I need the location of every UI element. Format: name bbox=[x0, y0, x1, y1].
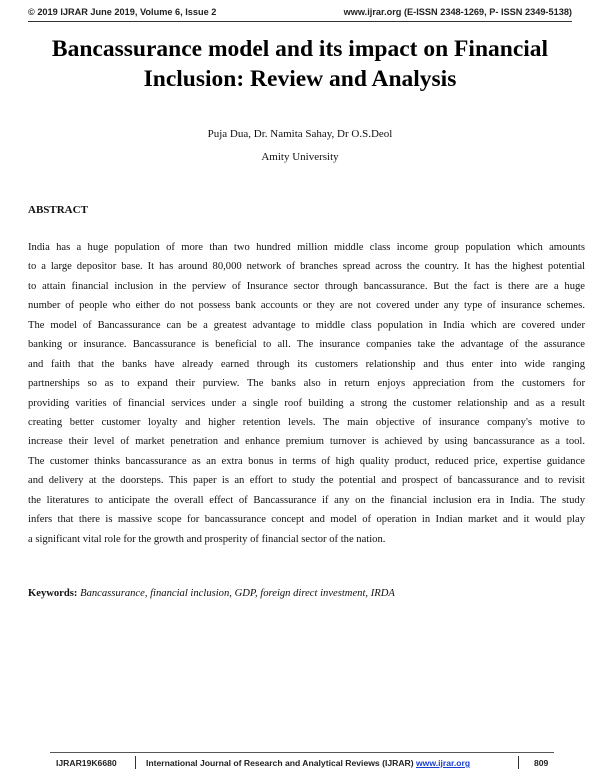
paper-id: IJRAR19K6680 bbox=[56, 758, 117, 768]
abstract-line: the literatures to anticipate the overall effect of Bancassurance if any on the financial inclusion era in India. The study bbox=[28, 494, 585, 506]
header-issn: www.ijrar.org (E-ISSN 2348-1269, P- ISSN 2349-5138) bbox=[343, 7, 572, 17]
journal-name: International Journal of Research and Analytical Reviews (IJRAR) bbox=[146, 758, 414, 768]
keywords bbox=[28, 588, 395, 599]
abstract-line: and faith that the banks have already earned through its customers relationship and thus enter into wide ranging bbox=[28, 358, 585, 370]
footer-divider bbox=[50, 752, 554, 753]
header-divider bbox=[28, 21, 572, 22]
title-line-2: Inclusion: Review and Analysis bbox=[143, 66, 457, 92]
journal-link[interactable]: www.ijrar.org bbox=[415, 758, 471, 768]
abstract-line: to attain financial inclusion in the perview of Insurance sector through bancassurance. But the fact is there are a huge bbox=[28, 280, 585, 292]
footer-journal bbox=[146, 758, 470, 768]
keywords-text: Bancassurance, financial inclusion, GDP, foreign direct investment, IRDA bbox=[80, 588, 395, 599]
abstract-line: providing varities of financial services under a single roof building a strong the customer relationship and as a result bbox=[28, 397, 585, 409]
abstract-heading: ABSTRACT bbox=[28, 204, 88, 216]
abstract-line: infers that there is massive scope for bancassurance concept and model of operation in Indian market and it would play bbox=[28, 514, 585, 526]
title-line-1: Bancassurance model and its impact on Financial bbox=[51, 36, 549, 62]
authors: Puja Dua, Dr. Namita Sahay, Dr O.S.Deol bbox=[207, 128, 393, 140]
abstract-line: creating better customer loyalty and higher retention levels. The main objective of insurance company's motive to bbox=[28, 416, 585, 428]
footer-separator bbox=[518, 756, 519, 769]
abstract-line: a significant vital role for the growth and prosperity of financial sector of the nation. bbox=[28, 533, 386, 545]
affiliation: Amity University bbox=[261, 151, 339, 163]
abstract-body bbox=[28, 238, 585, 549]
abstract-line: banking or insurance. Bancassurance is beneficial to all. The insurance companies take the advantage of the assurance bbox=[28, 339, 585, 351]
paper-title bbox=[30, 34, 570, 94]
abstract-line: The model of Bancassurance can be a greatest advantage to middle class population in India which are covered under bbox=[28, 319, 585, 331]
abstract-line: to a large depositor base. It has around 80,000 network of branches spread across the country. It has the highest potential bbox=[28, 261, 585, 273]
footer-separator bbox=[135, 756, 136, 769]
abstract-line: increase their level of market penetration and enhance premium turnover is achieved by using bancassurance as a tool. bbox=[28, 436, 585, 448]
header-citation: © 2019 IJRAR June 2019, Volume 6, Issue 2 bbox=[28, 7, 217, 17]
running-header bbox=[28, 7, 572, 21]
abstract-line: The customer thinks bancassurance as an extra bonus in terms of high quality product, reduced price, expertise guidance bbox=[28, 455, 585, 467]
abstract-line: partnerships so as to expand their purview. The banks also in return enjoys appreciation from the customers for bbox=[28, 378, 585, 390]
abstract-line: India has a huge population of more than two hundred million middle class income group population which amounts bbox=[28, 242, 585, 253]
keywords-label: Keywords: bbox=[28, 588, 78, 599]
abstract-line: number of people who either do not possess bank accounts or they are not covered under any type of insurance schemes. bbox=[28, 300, 585, 312]
page-number: 809 bbox=[534, 758, 549, 768]
running-footer bbox=[50, 758, 554, 771]
abstract-line: and delivery at the doorsteps. This paper is an effort to study the potential and prospect of bancassurance and to revisit bbox=[28, 475, 585, 487]
